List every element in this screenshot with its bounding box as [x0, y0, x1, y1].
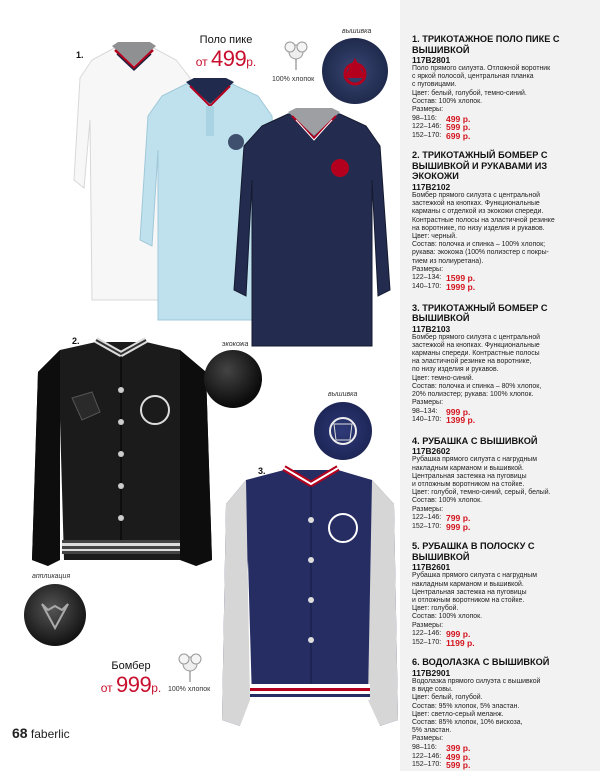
polo-price-label: Поло пике — [199, 34, 253, 46]
tag-applique: аппликация — [32, 573, 71, 580]
size-range: 122–146: — [412, 630, 442, 638]
size-row — [412, 132, 590, 141]
size-range: 122–146: — [412, 123, 442, 131]
size-range: 152–170: — [412, 131, 442, 139]
size-price: 499 р. — [446, 113, 471, 124]
polo-price-value-line — [178, 46, 274, 72]
product-block — [412, 303, 590, 425]
size-price: 1999 р. — [446, 281, 476, 292]
size-price: 599 р. — [446, 760, 471, 771]
product-block — [412, 436, 590, 532]
cotton-flower-icon-1 — [285, 42, 307, 70]
cotton-badge-2: 100% хлопок — [168, 686, 211, 693]
size-row — [412, 514, 590, 523]
product-title: 4. РУБАШКА С ВЫШИВКОЙ — [412, 435, 538, 446]
product-code: 117В2601 — [412, 562, 451, 573]
sizes-label: Размеры: — [412, 621, 444, 629]
size-price: 1599 р. — [446, 273, 476, 284]
sizes-block — [412, 106, 590, 140]
bomber-price-callout — [76, 660, 186, 698]
product-description: Бомбер прямого силуэта с центральной застежкой на кнопках. Функциональные карманы спереди. Контрастные полосы на эластичной резинке на воротнике, по низу изделия и рукавов. Цвет: темно-синий. Состав: полочка и спинка – 80% хлопок, 20% полиэстер; рукава: 100% хлопок. — [412, 333, 542, 398]
size-range: 122–146: — [412, 514, 442, 522]
product-title: 6. ВОДОЛАЗКА С ВЫШИВКОЙ — [412, 657, 550, 668]
product-description: Рубашка прямого силуэта с нагрудным накладным карманом и вышивкой. Центральная застежка на пуговицы и отложным воротником на стойке. Цвет: голубой, темно-синий, серый, белый. Состав: 100% хлопок. — [412, 456, 551, 505]
size-row — [412, 408, 590, 417]
brand-name: faberlic — [30, 727, 70, 741]
product-title: 2. ТРИКОТАЖНЫЙ БОМБЕР С ВЫШИВКОЙ И РУКАВАМИ ИЗ ЭКОКОЖИ — [412, 150, 548, 182]
navy-bomber-image — [222, 468, 398, 726]
tag-embroidery-2: вышивка — [328, 391, 358, 398]
tag-ecoleather: экокожа — [222, 341, 249, 348]
item-number-3: 3. — [258, 466, 266, 476]
embroidery-detail-red — [322, 38, 388, 104]
bomber-price-value: 999 — [116, 672, 152, 697]
product-block — [412, 657, 590, 769]
sizes-block — [412, 506, 590, 532]
item-number-1: 1. — [76, 50, 84, 60]
product-title: 1. ТРИКОТАЖНОЕ ПОЛО ПИКЕ С ВЫШИВКОЙ — [412, 34, 560, 55]
sizes-label: Размеры: — [412, 399, 444, 407]
size-row — [412, 630, 590, 639]
size-price: 399 р. — [446, 742, 471, 753]
sizes-label: Размеры: — [412, 106, 444, 114]
black-bomber-image — [32, 340, 212, 566]
polo-price-value: 499 — [211, 46, 247, 71]
size-range: 98–134: — [412, 407, 438, 415]
size-price: 499 р. — [446, 751, 471, 762]
product-code: 117В2801 — [412, 55, 451, 65]
sizes-label: Размеры: — [412, 735, 444, 743]
product-block — [412, 150, 590, 291]
product-description: Рубашка прямого силуэта с нагрудным накладным карманом и вышивкой. Центральная застежка на пуговицы и отложным воротником на стойке. Цвет: голубой. Состав: 100% хлопок. — [412, 572, 537, 621]
product-description: Водолазка прямого силуэта с вышивкой в виде совы. Цвет: белый, голубой. Состав: 95% хлопок, 5% эластан. Цвет: светло-серый меланж. Состав: 85% хлопок, 10% вискоза, 5% эластан. — [412, 677, 541, 735]
size-price: 999 р. — [446, 629, 471, 640]
size-range: 122–134: — [412, 274, 442, 282]
size-row — [412, 753, 590, 762]
bomber-price-label: Бомбер — [111, 660, 151, 672]
size-row — [412, 416, 590, 425]
size-range: 140–170: — [412, 282, 442, 290]
sizes-label: Размеры: — [412, 505, 444, 513]
page-footer — [12, 725, 70, 741]
product-code: 117В2901 — [412, 667, 451, 678]
size-price: 999 р. — [446, 521, 471, 532]
size-row — [412, 761, 590, 770]
size-range: 98–116: — [412, 114, 437, 122]
bomber-price-value-line — [76, 672, 186, 698]
product-code: 117В2602 — [412, 446, 451, 457]
size-price: 599 р. — [446, 122, 471, 133]
size-price: 999 р. — [446, 406, 471, 417]
applique-detail — [24, 584, 86, 646]
product-block — [412, 541, 590, 647]
size-row — [412, 123, 590, 132]
ecoleather-detail — [204, 350, 262, 408]
size-range: 122–146: — [412, 752, 442, 760]
size-price: 1199 р. — [446, 637, 475, 648]
bomber-price-suffix: р. — [151, 681, 162, 695]
polo-price-callout — [178, 34, 274, 72]
navy-polo-image — [234, 108, 390, 346]
sizes-block — [412, 266, 590, 292]
product-block — [412, 34, 590, 140]
polo-price-prefix: от — [195, 55, 208, 69]
item-number-2: 2. — [72, 336, 80, 346]
size-price: 799 р. — [446, 513, 471, 524]
bomber-price-prefix: от — [100, 681, 113, 695]
size-row — [412, 639, 590, 648]
size-row — [412, 115, 590, 124]
tag-embroidery-1: вышивка — [342, 28, 372, 35]
sizes-label: Размеры: — [412, 265, 444, 273]
size-row — [412, 274, 590, 283]
sizes-block — [412, 622, 590, 648]
size-range: 152–170: — [412, 522, 442, 530]
page-number: 68 — [12, 725, 28, 741]
product-title: 5. РУБАШКА В ПОЛОСКУ С ВЫШИВКОЙ — [412, 541, 535, 562]
embroidery-detail-white — [314, 402, 372, 460]
product-code: 117В2102 — [412, 181, 451, 192]
size-range: 152–170: — [412, 638, 442, 646]
product-title: 3. ТРИКОТАЖНЫЙ БОМБЕР С ВЫШИВКОЙ — [412, 302, 548, 323]
size-price: 1399 р. — [446, 415, 476, 426]
product-code: 117В2103 — [412, 323, 451, 334]
size-row — [412, 523, 590, 532]
size-price: 699 р. — [446, 130, 471, 141]
size-range: 98–116: — [412, 743, 437, 751]
cotton-badge-1: 100% хлопок — [272, 76, 315, 83]
product-descriptions-panel — [400, 0, 600, 771]
size-range: 152–170: — [412, 761, 442, 769]
size-row — [412, 744, 590, 753]
sizes-block — [412, 735, 590, 769]
size-row — [412, 283, 590, 292]
size-range: 140–170: — [412, 416, 442, 424]
product-description: Поло прямого силуэта. Отложной воротник с яркой полосой, центральная планка с пуговицами. Цвет: белый, голубой, темно-синий. Состав: 100% хлопок. — [412, 65, 551, 105]
sizes-block — [412, 399, 590, 425]
product-description: Бомбер прямого силуэта с центральной застежкой на кнопках. Функциональные карманы с отделкой из экокожи спереди. Контрастные полосы на эластичной резинке на воротнике, по низу изделия и рукавов. Цвет: черный. Состав: полочка и спинка – 100% хлопок; рукава: экокожа (100% полиэстер с покры- тием из полиуретана). — [412, 191, 555, 265]
polo-price-suffix: р. — [246, 55, 257, 69]
